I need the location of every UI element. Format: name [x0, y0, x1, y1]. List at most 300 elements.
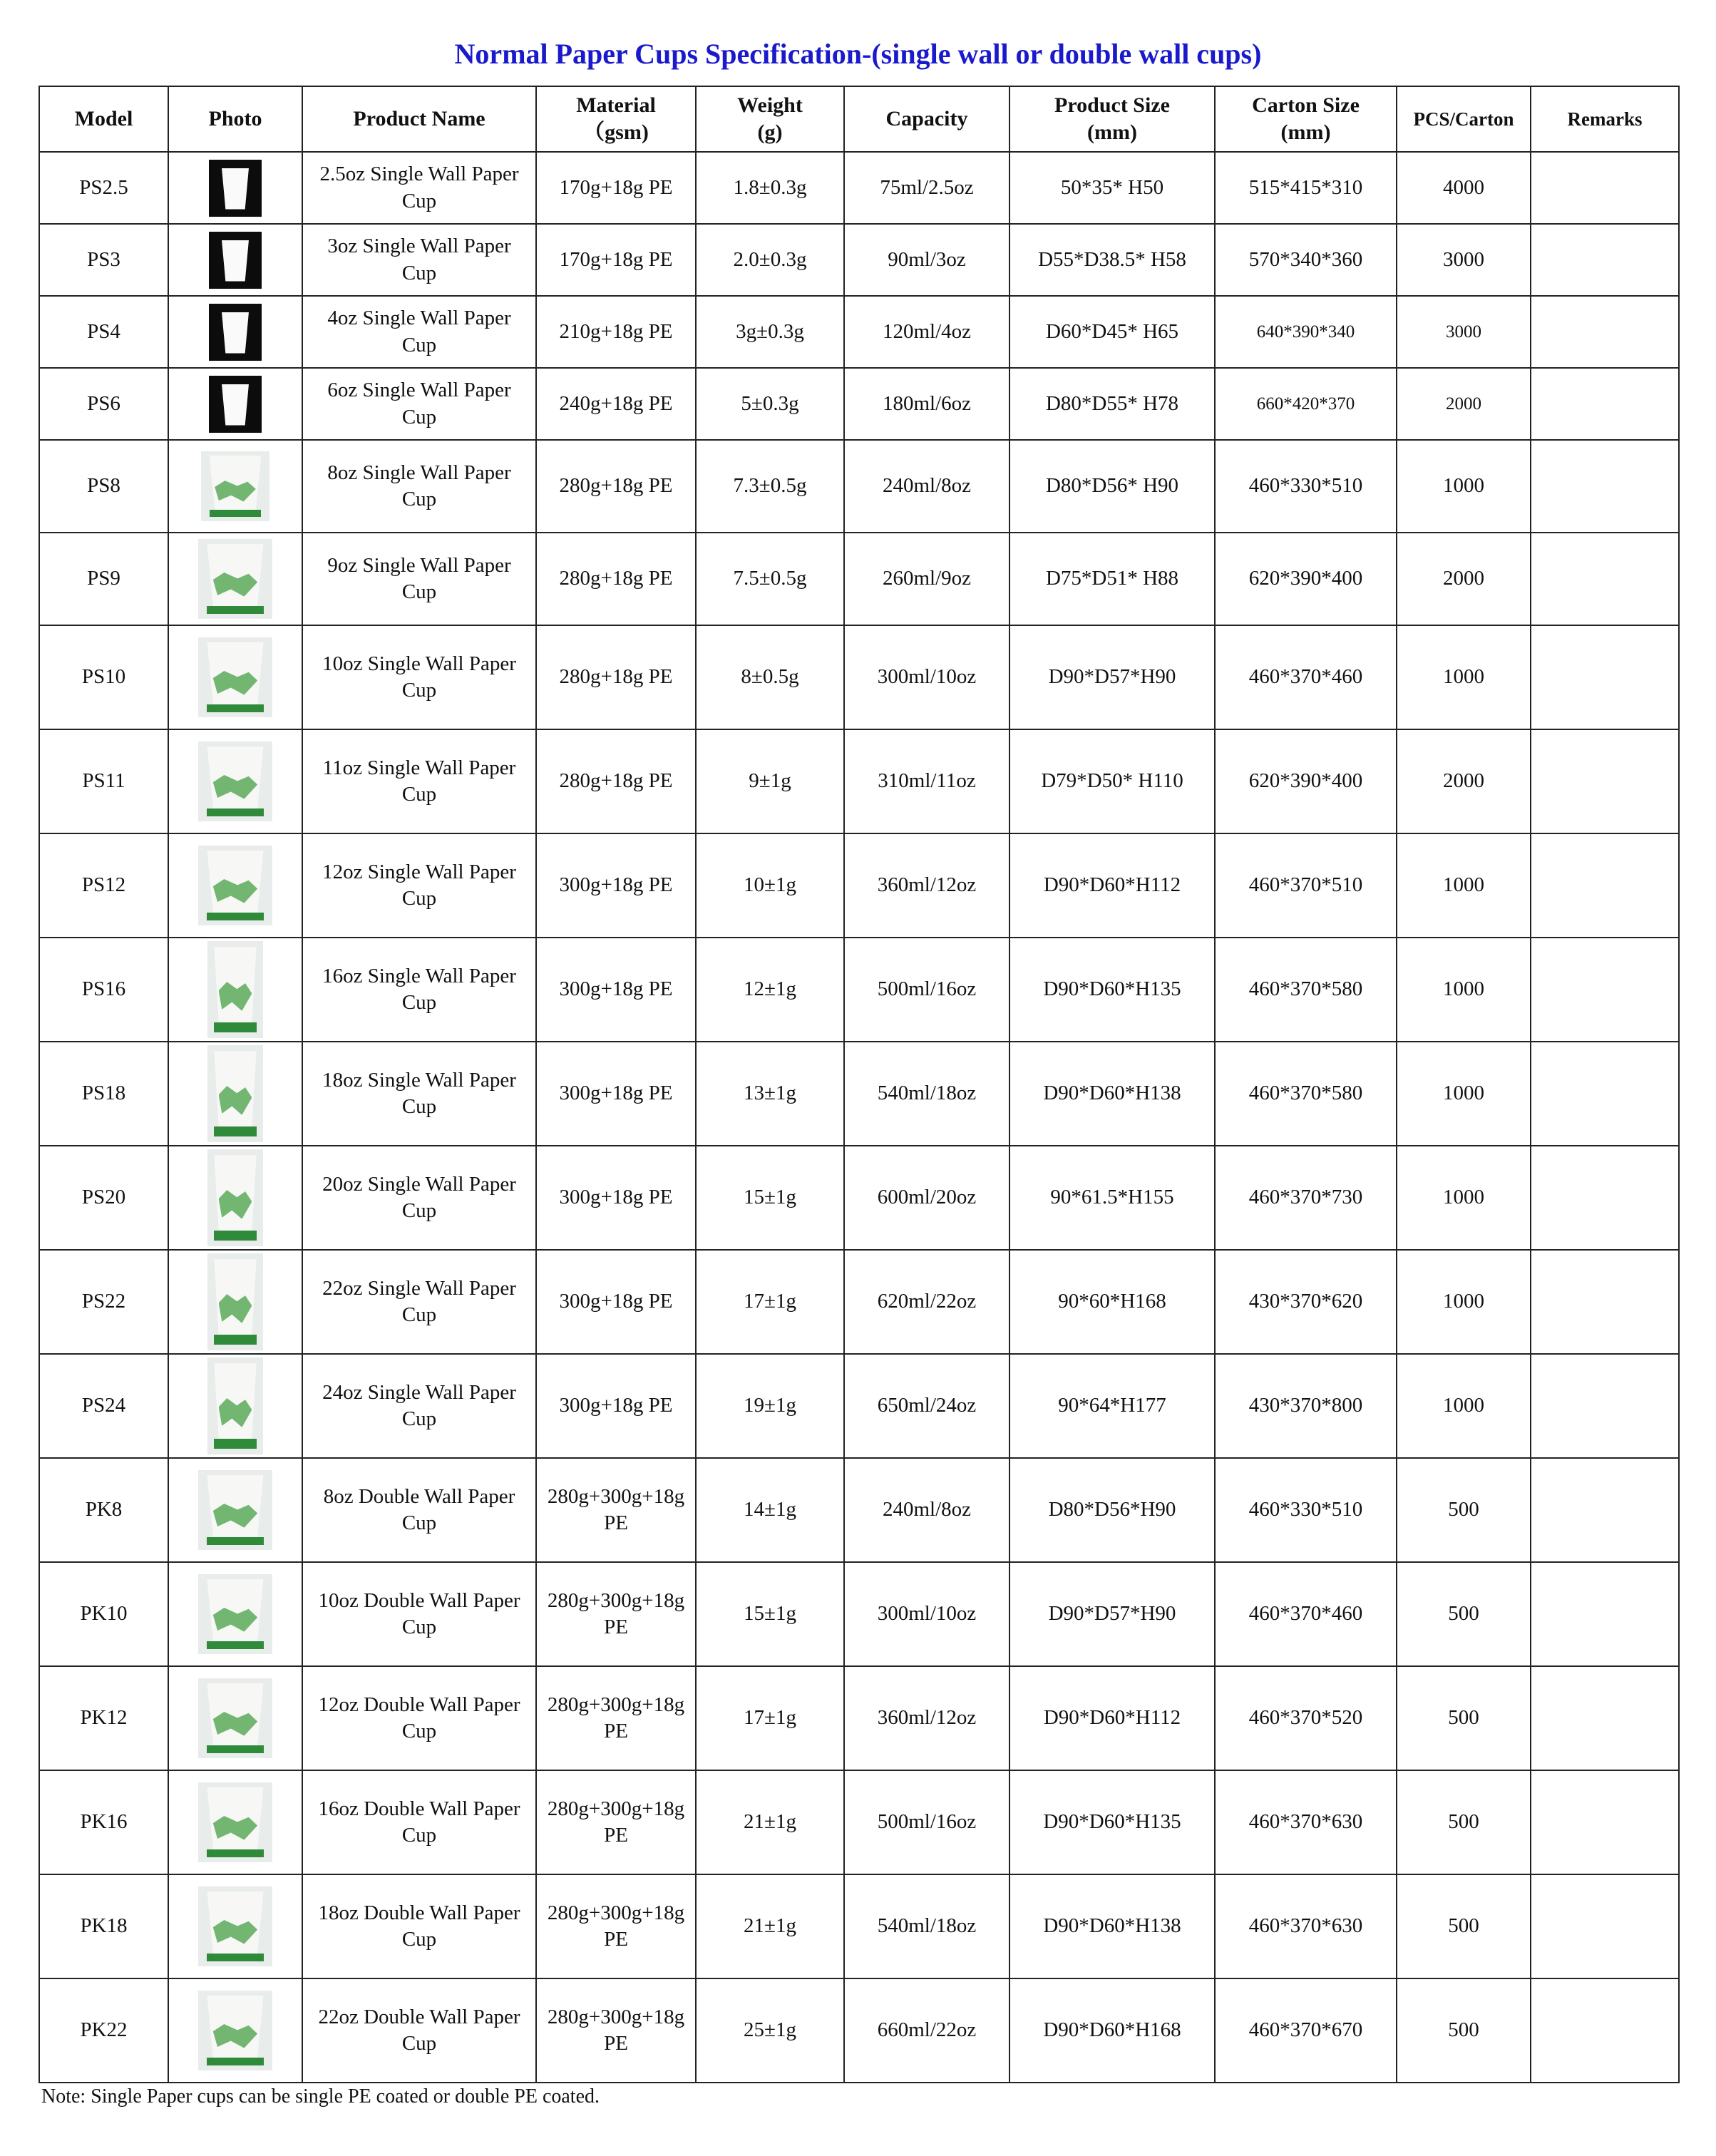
table-row — [39, 1354, 1679, 1458]
header-product-name: Product Name — [302, 86, 536, 152]
cell-material — [536, 938, 696, 1042]
material-line1: 300g+18g PE — [559, 1394, 673, 1417]
material-line1: 170g+18g PE — [559, 175, 673, 199]
cell-product-name — [302, 1354, 536, 1458]
cell-pcs-carton: 500 — [1397, 1666, 1531, 1770]
material-line2: PE — [604, 2032, 628, 2055]
cell-weight: 21±1g — [696, 1770, 844, 1874]
cell-pcs-carton: 3000 — [1397, 224, 1531, 296]
cell-photo — [168, 1354, 302, 1458]
cell-product-name — [302, 152, 536, 224]
cell-photo — [168, 1770, 302, 1874]
material-line1: 280g+300g+18g — [547, 1797, 685, 1820]
cell-model: PS11 — [39, 729, 168, 833]
cell-weight: 19±1g — [696, 1354, 844, 1458]
cell-weight: 5±0.3g — [696, 368, 844, 440]
green-world-cup-icon — [207, 1045, 263, 1142]
cell-material — [536, 1250, 696, 1354]
green-world-cup-icon — [198, 539, 272, 619]
table-row — [39, 440, 1679, 533]
header-remarks: Remarks — [1531, 86, 1679, 152]
cell-carton-size: 460*370*460 — [1215, 625, 1397, 729]
cell-capacity: 360ml/12oz — [844, 833, 1009, 938]
cell-material — [536, 729, 696, 833]
product-name-line2: Cup — [401, 333, 437, 356]
material-line2: PE — [604, 1824, 628, 1847]
material-line2: PE — [604, 1928, 628, 1951]
cell-carton-size: 460*330*510 — [1215, 440, 1397, 533]
cell-photo — [168, 1874, 302, 1978]
cell-capacity: 240ml/8oz — [844, 440, 1009, 533]
product-name-line1: 22oz Single Wall Paper — [322, 1276, 516, 1300]
material-line2: PE — [604, 1616, 628, 1638]
cell-material — [536, 1146, 696, 1250]
cell-product-size: 90*64*H177 — [1009, 1354, 1215, 1458]
product-name-line1: 22oz Double Wall Paper — [318, 2005, 520, 2028]
material-line1: 300g+18g PE — [559, 977, 673, 1001]
product-name-line1: 12oz Single Wall Paper — [322, 860, 516, 883]
cell-product-size: D75*D51* H88 — [1009, 533, 1215, 625]
cell-weight: 9±1g — [696, 729, 844, 833]
cell-model: PK16 — [39, 1770, 168, 1874]
cell-pcs-carton: 500 — [1397, 1458, 1531, 1562]
cell-carton-size: 460*330*510 — [1215, 1458, 1397, 1562]
header-size-line1: Product Size — [1054, 93, 1170, 117]
cell-weight: 13±1g — [696, 1042, 844, 1146]
cell-carton-size: 660*420*370 — [1215, 368, 1397, 440]
table-row — [39, 729, 1679, 833]
cell-model: PS4 — [39, 296, 168, 368]
cell-remarks — [1531, 533, 1679, 625]
header-size-line2: (mm) — [1087, 120, 1137, 144]
cell-material — [536, 1770, 696, 1874]
cell-weight: 8±0.5g — [696, 625, 844, 729]
cell-pcs-carton: 2000 — [1397, 729, 1531, 833]
cell-product-size: 50*35* H50 — [1009, 152, 1215, 224]
cell-weight: 17±1g — [696, 1666, 844, 1770]
cell-photo — [168, 152, 302, 224]
cell-material — [536, 1978, 696, 2083]
cell-photo — [168, 1978, 302, 2083]
cell-capacity: 650ml/24oz — [844, 1354, 1009, 1458]
cell-capacity: 540ml/18oz — [844, 1874, 1009, 1978]
cell-carton-size: 620*390*400 — [1215, 729, 1397, 833]
product-name-line2: Cup — [401, 679, 437, 702]
cell-pcs-carton: 1000 — [1397, 625, 1531, 729]
cell-product-size: D90*D57*H90 — [1009, 1562, 1215, 1666]
cell-pcs-carton: 2000 — [1397, 368, 1531, 440]
cell-model: PS22 — [39, 1250, 168, 1354]
cell-pcs-carton: 500 — [1397, 1770, 1531, 1874]
cell-photo — [168, 833, 302, 938]
cell-product-name — [302, 1250, 536, 1354]
green-world-cup-icon — [198, 1991, 272, 2070]
cell-photo — [168, 625, 302, 729]
cell-capacity: 180ml/6oz — [844, 368, 1009, 440]
cell-product-name — [302, 533, 536, 625]
cell-product-name — [302, 1770, 536, 1874]
cell-remarks — [1531, 938, 1679, 1042]
product-name-line1: 4oz Single Wall Paper — [327, 307, 511, 330]
cell-capacity: 120ml/4oz — [844, 296, 1009, 368]
cell-carton-size: 430*370*800 — [1215, 1354, 1397, 1458]
cell-remarks — [1531, 368, 1679, 440]
product-name-line1: 8oz Single Wall Paper — [327, 461, 511, 484]
cell-product-name — [302, 938, 536, 1042]
table-row — [39, 296, 1679, 368]
cell-photo — [168, 296, 302, 368]
product-name-line1: 24oz Single Wall Paper — [322, 1380, 516, 1404]
product-name-line2: Cup — [401, 1407, 437, 1430]
cell-carton-size: 460*370*580 — [1215, 938, 1397, 1042]
product-name-line1: 6oz Single Wall Paper — [327, 379, 511, 402]
cell-carton-size: 460*370*580 — [1215, 1042, 1397, 1146]
header-material-line2: （gsm) — [583, 120, 649, 144]
cell-model: PS18 — [39, 1042, 168, 1146]
product-name-line1: 20oz Single Wall Paper — [322, 1172, 516, 1196]
green-world-cup-icon — [207, 1253, 263, 1350]
material-line1: 300g+18g PE — [559, 873, 673, 897]
cell-pcs-carton: 2000 — [1397, 533, 1531, 625]
cell-remarks — [1531, 1458, 1679, 1562]
cell-model: PK18 — [39, 1874, 168, 1978]
cell-product-name — [302, 1562, 536, 1666]
cell-remarks — [1531, 1146, 1679, 1250]
green-world-cup-icon — [207, 1149, 263, 1246]
cell-model: PS2.5 — [39, 152, 168, 224]
header-product-size — [1009, 86, 1215, 152]
table-row — [39, 368, 1679, 440]
cell-weight: 21±1g — [696, 1874, 844, 1978]
cell-photo — [168, 1250, 302, 1354]
cell-product-name — [302, 368, 536, 440]
cell-remarks — [1531, 296, 1679, 368]
cell-photo — [168, 440, 302, 533]
cell-product-name — [302, 625, 536, 729]
cell-photo — [168, 938, 302, 1042]
cell-product-size: D90*D60*H112 — [1009, 833, 1215, 938]
product-name-line2: Cup — [401, 488, 437, 510]
cell-remarks — [1531, 152, 1679, 224]
cell-material — [536, 1042, 696, 1146]
product-name-line2: Cup — [401, 580, 437, 603]
product-name-line2: Cup — [401, 1928, 437, 1951]
cell-material — [536, 833, 696, 938]
black-cup-icon — [209, 376, 262, 433]
cell-material — [536, 368, 696, 440]
cell-product-size: D80*D56*H90 — [1009, 1458, 1215, 1562]
product-name-line2: Cup — [401, 1199, 437, 1222]
cell-pcs-carton: 1000 — [1397, 1250, 1531, 1354]
table-row — [39, 625, 1679, 729]
material-line1: 170g+18g PE — [559, 247, 673, 271]
cell-pcs-carton: 1000 — [1397, 440, 1531, 533]
cell-product-size: D90*D60*H135 — [1009, 938, 1215, 1042]
material-line1: 210g+18g PE — [559, 319, 673, 343]
material-line1: 280g+18g PE — [559, 769, 673, 793]
cell-remarks — [1531, 1770, 1679, 1874]
green-world-cup-icon — [198, 1886, 272, 1966]
green-world-cup-icon — [207, 1357, 263, 1454]
material-line1: 280g+300g+18g — [547, 2005, 685, 2028]
product-name-line1: 18oz Single Wall Paper — [322, 1068, 516, 1092]
table-row — [39, 224, 1679, 296]
cell-weight: 7.5±0.5g — [696, 533, 844, 625]
cell-pcs-carton: 1000 — [1397, 938, 1531, 1042]
cell-pcs-carton: 500 — [1397, 1562, 1531, 1666]
cell-product-name — [302, 296, 536, 368]
cell-material — [536, 1562, 696, 1666]
cell-weight: 14±1g — [696, 1458, 844, 1562]
cell-product-name — [302, 833, 536, 938]
cell-weight: 1.8±0.3g — [696, 152, 844, 224]
cell-product-name — [302, 440, 536, 533]
cell-photo — [168, 1042, 302, 1146]
green-world-cup-icon — [198, 1574, 272, 1654]
cell-carton-size: 620*390*400 — [1215, 533, 1397, 625]
product-name-line2: Cup — [401, 1095, 437, 1118]
cell-product-size: D90*D60*H112 — [1009, 1666, 1215, 1770]
cell-capacity: 600ml/20oz — [844, 1146, 1009, 1250]
cell-material — [536, 1354, 696, 1458]
cell-photo — [168, 224, 302, 296]
cell-material — [536, 224, 696, 296]
table-row — [39, 1458, 1679, 1562]
cell-material — [536, 533, 696, 625]
product-name-line2: Cup — [401, 2032, 437, 2055]
table-row — [39, 1250, 1679, 1354]
cell-model: PS3 — [39, 224, 168, 296]
header-weight-line2: (g) — [757, 120, 783, 144]
cell-material — [536, 625, 696, 729]
cell-carton-size: 515*415*310 — [1215, 152, 1397, 224]
material-line1: 300g+18g PE — [559, 1186, 673, 1209]
cell-carton-size: 460*370*520 — [1215, 1666, 1397, 1770]
material-line2: PE — [604, 1511, 628, 1534]
product-name-line1: 12oz Double Wall Paper — [318, 1693, 520, 1716]
black-cup-icon — [209, 232, 262, 289]
cell-pcs-carton: 1000 — [1397, 1146, 1531, 1250]
cell-photo — [168, 1458, 302, 1562]
cell-carton-size: 640*390*340 — [1215, 296, 1397, 368]
cell-carton-size: 460*370*460 — [1215, 1562, 1397, 1666]
product-name-line1: 9oz Single Wall Paper — [327, 553, 511, 577]
cell-material — [536, 440, 696, 533]
cell-product-name — [302, 1874, 536, 1978]
cell-capacity: 260ml/9oz — [844, 533, 1009, 625]
cell-photo — [168, 1562, 302, 1666]
header-capacity: Capacity — [844, 86, 1009, 152]
green-world-cup-icon — [198, 1470, 272, 1550]
product-name-line1: 10oz Single Wall Paper — [322, 652, 516, 675]
cell-model: PS6 — [39, 368, 168, 440]
cell-model: PS24 — [39, 1354, 168, 1458]
header-pcs-carton: PCS/Carton — [1397, 86, 1531, 152]
header-carton-line2: (mm) — [1280, 120, 1331, 144]
cell-capacity: 360ml/12oz — [844, 1666, 1009, 1770]
material-line1: 280g+300g+18g — [547, 1588, 685, 1612]
cell-photo — [168, 368, 302, 440]
header-photo: Photo — [168, 86, 302, 152]
cell-carton-size: 460*370*630 — [1215, 1874, 1397, 1978]
cell-model: PS12 — [39, 833, 168, 938]
cell-remarks — [1531, 729, 1679, 833]
material-line1: 280g+18g PE — [559, 567, 673, 590]
cell-product-name — [302, 729, 536, 833]
cell-product-name — [302, 224, 536, 296]
cell-remarks — [1531, 224, 1679, 296]
cell-carton-size: 570*340*360 — [1215, 224, 1397, 296]
black-cup-icon — [209, 304, 262, 361]
product-name-line2: Cup — [401, 405, 437, 428]
cell-carton-size: 460*370*510 — [1215, 833, 1397, 938]
cell-material — [536, 1458, 696, 1562]
cell-capacity: 300ml/10oz — [844, 625, 1009, 729]
cell-model: PK22 — [39, 1978, 168, 2083]
cell-material — [536, 152, 696, 224]
product-name-line1: 11oz Single Wall Paper — [322, 756, 516, 779]
cell-product-name — [302, 1666, 536, 1770]
cell-remarks — [1531, 440, 1679, 533]
cell-model: PS9 — [39, 533, 168, 625]
header-carton-size — [1215, 86, 1397, 152]
material-line1: 280g+18g PE — [559, 665, 673, 689]
product-name-line2: Cup — [401, 1511, 437, 1534]
cell-remarks — [1531, 1354, 1679, 1458]
cell-photo — [168, 729, 302, 833]
cell-capacity: 300ml/10oz — [844, 1562, 1009, 1666]
cell-product-size: 90*61.5*H155 — [1009, 1146, 1215, 1250]
green-world-cup-icon — [198, 846, 272, 925]
cell-pcs-carton: 4000 — [1397, 152, 1531, 224]
cell-weight: 15±1g — [696, 1146, 844, 1250]
cell-weight: 25±1g — [696, 1978, 844, 2083]
product-name-line2: Cup — [401, 1824, 437, 1847]
cell-model: PS10 — [39, 625, 168, 729]
cell-carton-size: 460*370*670 — [1215, 1978, 1397, 2083]
black-cup-icon — [209, 160, 262, 217]
cell-weight: 7.3±0.5g — [696, 440, 844, 533]
product-name-line2: Cup — [401, 991, 437, 1014]
product-name-line2: Cup — [401, 189, 437, 212]
page-title: Normal Paper Cups Specification-(single wall or double wall cups) — [454, 38, 1262, 70]
header-material — [536, 86, 696, 152]
product-name-line1: 16oz Double Wall Paper — [318, 1797, 520, 1820]
cell-capacity: 90ml/3oz — [844, 224, 1009, 296]
cell-capacity: 660ml/22oz — [844, 1978, 1009, 2083]
cell-pcs-carton: 1000 — [1397, 1042, 1531, 1146]
cell-model: PK8 — [39, 1458, 168, 1562]
cell-carton-size: 460*370*630 — [1215, 1770, 1397, 1874]
header-weight — [696, 86, 844, 152]
cell-product-size: D90*D60*H138 — [1009, 1874, 1215, 1978]
header-carton-line1: Carton Size — [1252, 93, 1360, 117]
cell-photo — [168, 533, 302, 625]
product-name-line1: 10oz Double Wall Paper — [318, 1588, 520, 1612]
cell-product-size: D90*D60*H168 — [1009, 1978, 1215, 2083]
cell-pcs-carton: 500 — [1397, 1874, 1531, 1978]
cell-product-size: D80*D55* H78 — [1009, 368, 1215, 440]
cell-weight: 15±1g — [696, 1562, 844, 1666]
cell-weight: 17±1g — [696, 1250, 844, 1354]
product-name-line2: Cup — [401, 261, 437, 284]
cell-product-size: D80*D56* H90 — [1009, 440, 1215, 533]
cell-capacity: 540ml/18oz — [844, 1042, 1009, 1146]
cell-product-size: D79*D50* H110 — [1009, 729, 1215, 833]
cell-remarks — [1531, 625, 1679, 729]
cell-product-size: 90*60*H168 — [1009, 1250, 1215, 1354]
green-world-cup-icon — [201, 451, 269, 521]
cell-product-size: D60*D45* H65 — [1009, 296, 1215, 368]
material-line1: 300g+18g PE — [559, 1082, 673, 1105]
cell-pcs-carton: 1000 — [1397, 833, 1531, 938]
green-world-cup-icon — [198, 1678, 272, 1758]
product-name-line1: 8oz Double Wall Paper — [323, 1484, 515, 1508]
material-line1: 240g+18g PE — [559, 391, 673, 415]
product-name-line1: 16oz Single Wall Paper — [322, 964, 516, 987]
cell-remarks — [1531, 833, 1679, 938]
header-row — [39, 86, 1679, 152]
cell-carton-size: 460*370*730 — [1215, 1146, 1397, 1250]
cell-pcs-carton: 3000 — [1397, 296, 1531, 368]
material-line1: 280g+18g PE — [559, 474, 673, 498]
table-row — [39, 1770, 1679, 1874]
cell-model: PS16 — [39, 938, 168, 1042]
cell-capacity: 240ml/8oz — [844, 1458, 1009, 1562]
footnote: Note: Single Paper cups can be single PE coated or double PE coated. — [41, 2085, 600, 2108]
table-row — [39, 938, 1679, 1042]
product-name-line1: 3oz Single Wall Paper — [327, 235, 511, 258]
table-row — [39, 833, 1679, 938]
cell-product-size: D55*D38.5* H58 — [1009, 224, 1215, 296]
spec-table — [38, 86, 1680, 2083]
cell-remarks — [1531, 1874, 1679, 1978]
material-line1: 300g+18g PE — [559, 1290, 673, 1313]
cell-remarks — [1531, 1562, 1679, 1666]
table-row — [39, 1874, 1679, 1978]
header-material-line1: Material — [576, 93, 656, 117]
cell-model: PK12 — [39, 1666, 168, 1770]
table-row — [39, 1978, 1679, 2083]
cell-material — [536, 1666, 696, 1770]
cell-remarks — [1531, 1666, 1679, 1770]
table-row — [39, 1146, 1679, 1250]
product-name-line2: Cup — [401, 1616, 437, 1638]
material-line1: 280g+300g+18g — [547, 1484, 685, 1508]
cell-pcs-carton: 1000 — [1397, 1354, 1531, 1458]
table-body — [39, 152, 1679, 2083]
material-line2: PE — [604, 1720, 628, 1742]
cell-material — [536, 296, 696, 368]
cell-product-size: D90*D60*H135 — [1009, 1770, 1215, 1874]
cell-model: PS20 — [39, 1146, 168, 1250]
cell-material — [536, 1874, 696, 1978]
table-row — [39, 533, 1679, 625]
cell-carton-size: 430*370*620 — [1215, 1250, 1397, 1354]
green-world-cup-icon — [207, 941, 263, 1038]
cell-product-name — [302, 1042, 536, 1146]
green-world-cup-icon — [198, 1782, 272, 1862]
cell-remarks — [1531, 1042, 1679, 1146]
cell-pcs-carton: 500 — [1397, 1978, 1531, 2083]
cell-capacity: 310ml/11oz — [844, 729, 1009, 833]
cell-weight: 2.0±0.3g — [696, 224, 844, 296]
material-line1: 280g+300g+18g — [547, 1901, 685, 1924]
table-row — [39, 1042, 1679, 1146]
table-row — [39, 1562, 1679, 1666]
product-name-line1: 18oz Double Wall Paper — [318, 1901, 520, 1924]
table-row — [39, 1666, 1679, 1770]
